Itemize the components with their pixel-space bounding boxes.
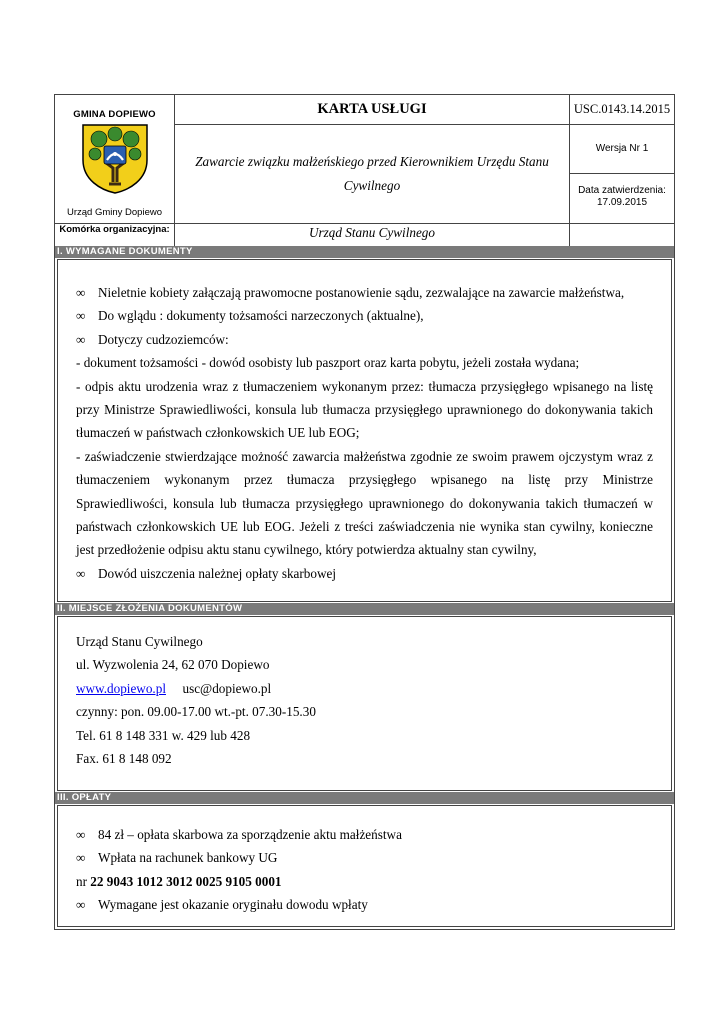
list-item: ∞ Do wglądu : dokumenty tożsamości narzeczonych (aktualne),	[76, 304, 653, 327]
meta-cell	[570, 95, 674, 223]
infinity-bullet-icon: ∞	[76, 565, 86, 581]
section-1-title: I. WYMAGANE DOKUMENTY	[55, 246, 674, 258]
org-unit-label: Komórka organizacyjna:	[55, 224, 175, 246]
list-item: ∞ Dowód uiszczenia należnej opłaty skarbowej	[76, 562, 653, 585]
text-line: państwach członkowskich UE lub EOG. Jeżeli z treści zaświadczenia nie wynika stan cywilny, konieczne	[76, 519, 653, 535]
logo-cell	[55, 95, 175, 223]
infinity-bullet-icon: ∞	[76, 897, 86, 913]
org-unit-empty	[570, 224, 674, 246]
office-address: ul. Wyzwolenia 24, 62 070 Dopiewo	[76, 657, 270, 673]
logo-caption: Urząd Gminy Dopiewo	[66, 207, 163, 218]
infinity-bullet-icon: ∞	[76, 308, 86, 324]
org-unit-value: Urząd Stanu Cywilnego	[175, 224, 570, 246]
office-name: Urząd Stanu Cywilnego	[76, 634, 203, 649]
card-header	[55, 95, 674, 223]
list-item: ∞ Dotyczy cudzoziemców:	[76, 328, 653, 351]
contact-links	[76, 677, 653, 700]
section-3-title: III. OPŁATY	[55, 792, 674, 804]
infinity-bullet-icon: ∞	[76, 331, 86, 347]
card-title: KARTA USŁUGI	[175, 95, 569, 125]
version-label: Wersja Nr 1	[595, 143, 649, 154]
list-item: ∞ Nieletnie kobiety załączają prawomocne postanowienie sądu, zezwalające na zawarcie małżeństwa,	[76, 281, 653, 304]
infinity-bullet-icon: ∞	[76, 827, 86, 842]
text-line: tłumaczeń w państwach członkowskich UE lub EOG;	[76, 425, 360, 441]
email-text: usc@dopiewo.pl	[182, 680, 272, 696]
infinity-bullet-icon: ∞	[76, 285, 86, 300]
infinity-bullet-icon: ∞	[76, 850, 86, 866]
section-2-body	[57, 616, 672, 791]
text-line: tłumaczeniem wykonanym przez tłumacza przysięgłego wpisanego na listę przy Ministrze	[76, 472, 653, 488]
list-item: ∞ Wpłata na rachunek bankowy UG	[76, 846, 653, 869]
document-code: USC.0143.14.2015	[570, 95, 674, 125]
section-2-title: II. MIEJSCE ZŁOŻENIA DOKUMENTÓW	[55, 603, 674, 615]
office-phone: Tel. 61 8 148 331 w. 429 lub 428	[76, 727, 251, 743]
text-line: Sprawiedliwości, konsula lub tłumacza przysięgłego uprawnionego do dokonywania takich tłumaczeń w	[76, 495, 653, 511]
list-item: ∞ 84 zł – opłata skarbowa za sporządzenie aktu małżeństwa	[76, 823, 653, 846]
text-line: - dokument tożsamości - dowód osobisty lub paszport oraz karta pobytu, jeżeli została wydana;	[76, 355, 580, 371]
section-3-body	[57, 805, 672, 927]
service-name: Zawarcie związku małżeńskiego przed Kierownikiem Urzędu Stanu Cywilnego	[195, 154, 549, 193]
account-number: 22 9043 1012 3012 0025 9105 0001	[90, 873, 282, 889]
list-item: ∞ Wymagane jest okazanie oryginału dowodu wpłaty	[76, 893, 653, 916]
text-line: jest przedłożenie odpisu aktu stanu cywilnego, który potwierdza aktualny stan cywilny,	[76, 542, 537, 558]
org-unit-row	[55, 223, 674, 246]
text-line: - odpis aktu urodzenia wraz z tłumaczeniem wykonanym przez: tłumacza przysięgłego wpisanego na listę	[76, 378, 653, 394]
text-line: przy Ministrze Sprawiedliwości, konsula lub tłumacza przysięgłego uprawnionego do dokonywania takich	[76, 402, 653, 418]
website-link[interactable]: www.dopiewo.pl	[76, 680, 166, 696]
text-line: - zaświadczenie stwierdzające możność zawarcia małżeństwa zgodnie ze swoim prawem ojczystym wraz z	[76, 448, 653, 464]
bank-account: nr 22 9043 1012 3012 0025 9105 0001	[76, 873, 282, 889]
service-card	[54, 94, 675, 930]
approval-date: 17.09.2015	[596, 197, 648, 208]
coat-of-arms-icon	[79, 122, 151, 194]
title-cell	[175, 95, 570, 223]
approval-box	[570, 173, 674, 223]
approval-label: Data zatwierdzenia:	[578, 185, 666, 196]
office-hours: czynny: pon. 09.00-17.00 wt.-pt. 07.30-15.30	[76, 704, 316, 720]
logo-title: GMINA DOPIEWO	[73, 109, 156, 120]
office-fax: Fax. 61 8 148 092	[76, 751, 172, 767]
section-1-body	[57, 259, 672, 602]
